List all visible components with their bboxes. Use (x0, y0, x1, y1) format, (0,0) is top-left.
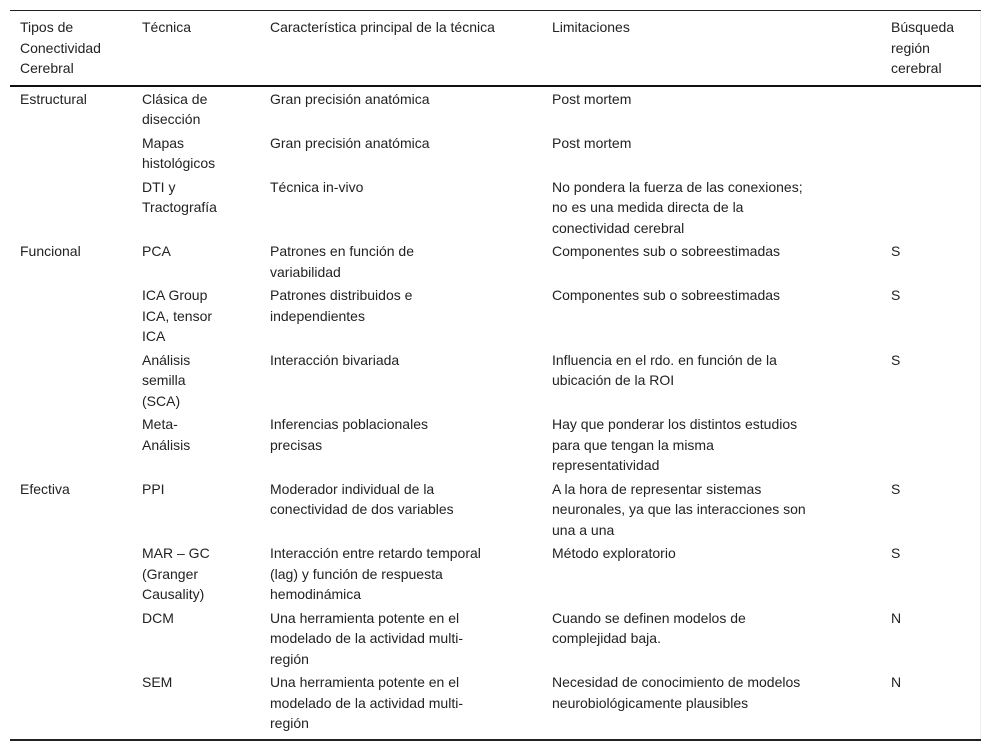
cell-region-search: N (891, 609, 902, 626)
table-row (10, 541, 980, 606)
cell-connectivity-type (10, 412, 142, 477)
cell-technique: DTI y Tractografía (142, 178, 217, 215)
cell-main-feature: Una herramienta potente en el modelado de la actividad multi- región (270, 674, 463, 731)
cell-main-feature: Inferencias poblacionales precisas (270, 416, 428, 453)
cell-main-feature: Moderador individual de la conectividad de dos variables (270, 480, 454, 517)
cell-region-search (891, 86, 980, 131)
table-row (10, 606, 980, 671)
table-row (10, 283, 980, 348)
cell-limitations: Post mortem (552, 90, 632, 107)
cell-connectivity-type (10, 606, 142, 671)
cell-region-search (891, 131, 980, 175)
cell-region-search: N (891, 674, 902, 690)
cell-technique: Meta- Análisis (142, 416, 191, 453)
cell-technique: MAR – GC (Granger Causality) (142, 545, 210, 602)
cell-technique: ICA Group ICA, tensor ICA (142, 287, 213, 344)
cell-technique: Análisis semilla (SCA) (142, 351, 191, 409)
cell-main-feature: Gran precisión anatómica (270, 90, 430, 107)
cell-limitations: Método exploratorio (552, 545, 676, 561)
cell-main-feature: Técnica in-vivo (270, 178, 364, 195)
header-connectivity-type: Tipos de Conectividad Cerebral (20, 19, 101, 76)
cell-main-feature: Interacción entre retardo temporal (lag) y función de respuesta hemodinámica (270, 545, 481, 602)
cell-technique: PCA (142, 243, 171, 259)
cell-limitations: No pondera la fuerza de las conexiones; no es una medida directa de la conectividad cerebral (552, 178, 803, 236)
header-limitations: Limitaciones (552, 19, 630, 35)
table-row (10, 175, 980, 240)
table-row (10, 131, 980, 175)
cell-region-search (891, 175, 980, 240)
cell-limitations: Cuando se definen modelos de complejidad baja. (552, 609, 746, 646)
header-row (10, 11, 980, 86)
cell-connectivity-type: Estructural (20, 90, 87, 107)
cell-connectivity-type: Funcional (20, 243, 81, 259)
cell-connectivity-type (10, 541, 142, 606)
cell-limitations: Componentes sub o sobreestimadas (552, 287, 781, 303)
table-row (10, 670, 980, 740)
cell-technique: DCM (142, 609, 174, 626)
cell-limitations: Influencia en el rdo. en función de la ubicación de la ROI (552, 351, 777, 388)
cell-technique: Clásica de disección (142, 90, 208, 127)
table-row (10, 477, 980, 542)
header-main-feature: Característica principal de la técnica (270, 19, 495, 35)
cell-connectivity-type (10, 175, 142, 240)
cell-main-feature: Patrones distribuidos e independientes (270, 287, 413, 324)
header-technique: Técnica (142, 19, 192, 35)
table-row (10, 412, 980, 477)
cell-technique: Mapas histológicos (142, 134, 216, 171)
cell-limitations: Hay que ponderar los distintos estudios para que tengan la misma representatividad (552, 416, 798, 473)
cell-main-feature: Una herramienta potente en el modelado de la actividad multi- región (270, 609, 463, 667)
cell-connectivity-type: Efectiva (20, 480, 70, 497)
connectivity-table (10, 10, 981, 741)
table-row (10, 86, 980, 131)
cell-region-search: S (891, 545, 901, 561)
table-row (10, 348, 980, 413)
cell-region-search: S (891, 351, 901, 368)
table-row (10, 239, 980, 283)
cell-technique: PPI (142, 480, 165, 497)
cell-region-search: S (891, 243, 901, 259)
cell-limitations: A la hora de representar sistemas neuronales, ya que las interacciones son una a una (552, 480, 806, 538)
cell-main-feature: Patrones en función de variabilidad (270, 243, 414, 280)
cell-technique: SEM (142, 674, 173, 690)
cell-limitations: Componentes sub o sobreestimadas (552, 243, 781, 259)
cell-main-feature: Gran precisión anatómica (270, 134, 430, 151)
cell-connectivity-type (10, 131, 142, 175)
cell-region-search (891, 412, 980, 477)
cell-connectivity-type (10, 348, 142, 413)
cell-region-search: S (891, 287, 901, 303)
header-region-search: Búsqueda región cerebral (891, 19, 955, 76)
cell-limitations: Necesidad de conocimiento de modelos neurobiológicamente plausibles (552, 674, 801, 711)
cell-connectivity-type (10, 283, 142, 348)
cell-main-feature: Interacción bivariada (270, 351, 400, 368)
cell-limitations: Post mortem (552, 134, 632, 151)
cell-connectivity-type (10, 670, 142, 740)
cell-region-search: S (891, 480, 901, 497)
